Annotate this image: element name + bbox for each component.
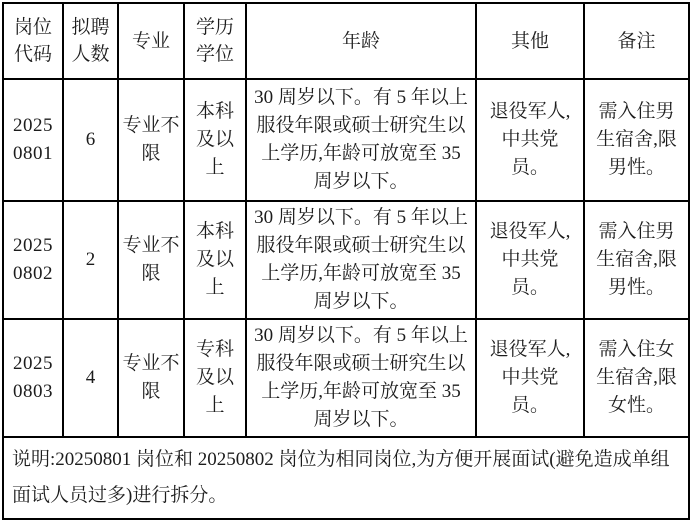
col-header-other: 其他 [476,3,584,79]
cell-age: 30 周岁以下。有 5 年以上服役年限或硕士研究生以上学历,年龄可放宽至 35 周岁以下。 [246,319,476,437]
cell-degree: 本科及以上 [184,79,246,201]
table-row [3,319,689,437]
col-header-position-code: 岗位代码 [3,3,63,79]
col-header-age: 年龄 [246,3,476,79]
cell-headcount: 4 [63,319,118,437]
cell-remark: 需入住男生宿舍,限男性。 [584,201,689,319]
table-row [3,79,689,201]
cell-major: 专业不限 [118,201,184,319]
cell-other: 退役军人,中共党员。 [476,201,584,319]
cell-remark: 需入住女生宿舍,限女性。 [584,319,689,437]
col-header-headcount: 拟聘人数 [63,3,118,79]
cell-position-code: 20250802 [3,201,63,319]
col-header-remark: 备注 [584,3,689,79]
table-note-row [3,437,689,519]
col-header-degree: 学历学位 [184,3,246,79]
cell-headcount: 6 [63,79,118,201]
table-header-row [3,3,689,79]
cell-remark: 需入住男生宿舍,限男性。 [584,79,689,201]
cell-position-code: 20250801 [3,79,63,201]
cell-major: 专业不限 [118,319,184,437]
cell-position-code: 20250803 [3,319,63,437]
cell-other: 退役军人,中共党员。 [476,79,584,201]
cell-headcount: 2 [63,201,118,319]
cell-degree: 专科及以上 [184,319,246,437]
explanatory-note: 说明:20250801 岗位和 20250802 岗位为相同岗位,为方便开展面试(避免造成单组面试人员过多)进行拆分。 [3,437,689,519]
cell-age: 30 周岁以下。有 5 年以上服役年限或硕士研究生以上学历,年龄可放宽至 35 周岁以下。 [246,79,476,201]
cell-other: 退役军人,中共党员。 [476,319,584,437]
recruitment-positions-table [2,2,690,520]
cell-age: 30 周岁以下。有 5 年以上服役年限或硕士研究生以上学历,年龄可放宽至 35 周岁以下。 [246,201,476,319]
table-row [3,201,689,319]
cell-major: 专业不限 [118,79,184,201]
cell-degree: 本科及以上 [184,201,246,319]
col-header-major: 专业 [118,3,184,79]
